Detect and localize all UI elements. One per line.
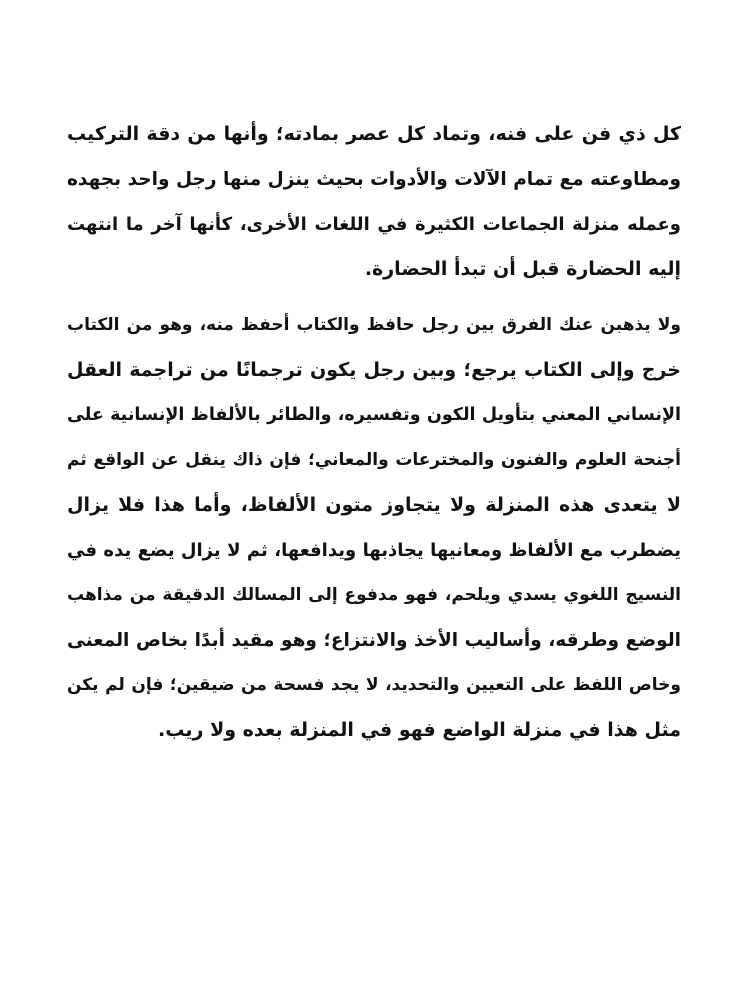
paragraph-line: وعمله منزلة الجماعات الكثيرة في اللغات الأخرى، كأنها آخر ما انتهت — [67, 214, 681, 235]
paragraph-line: الوضع وطرقه، وأساليب الأخذ والانتزاع؛ وهو مقيد أبدًا بخاص المعنى — [67, 630, 681, 651]
paragraph-1 — [67, 112, 681, 292]
paragraph-line: إليه الحضارة قبل أن تبدأ الحضارة. — [364, 258, 681, 280]
paragraph-line: أجنحة العلوم والفنون والمخترعات والمعاني؛ فإن ذاك ينقل عن الواقع ثم — [67, 450, 681, 470]
paragraph-line: كل ذي فن على فنه، وتماد كل عصر بمادته؛ وأنها من دقة التركيب — [67, 123, 681, 145]
paragraph-line: ومطاوعته مع تمام الآلات والأدوات بحيث ينزل منها رجل واحد بجهده — [67, 169, 681, 190]
paragraph-line: لا يتعدى هذه المنزلة ولا يتجاوز متون الألفاظ، وأما هذا فلا يزال — [67, 494, 681, 516]
paragraph-2 — [67, 303, 681, 753]
document-page — [67, 112, 681, 753]
paragraph-line: مثل هذا في منزلة الواضع فهو في المنزلة بعده ولا ريب. — [158, 719, 681, 741]
paragraph-gap — [67, 292, 681, 303]
paragraph-line: الإنساني المعني بتأويل الكون وتفسيره، والطائر بالألفاظ الإنسانية على — [67, 405, 681, 425]
paragraph-line: خرج وإلى الكتاب يرجع؛ وبين رجل يكون ترجمانًا من تراجمة العقل — [67, 359, 681, 381]
paragraph-line: النسيج اللغوي يسدي ويلحم، فهو مدفوع إلى المسالك الدقيقة من مذاهب — [67, 585, 681, 605]
paragraph-line: وخاص اللفظ على التعيين والتحديد، لا يجد فسحة من ضيقين؛ فإن لم يكن — [67, 675, 681, 695]
paragraph-line: ولا يذهبن عنك الفرق بين رجل حافظ والكتاب أحفظ منه، وهو من الكتاب — [67, 315, 681, 335]
paragraph-line: يضطرب مع الألفاظ ومعانيها يجاذبها ويدافعها، ثم لا يزال يضع يده في — [67, 540, 681, 561]
